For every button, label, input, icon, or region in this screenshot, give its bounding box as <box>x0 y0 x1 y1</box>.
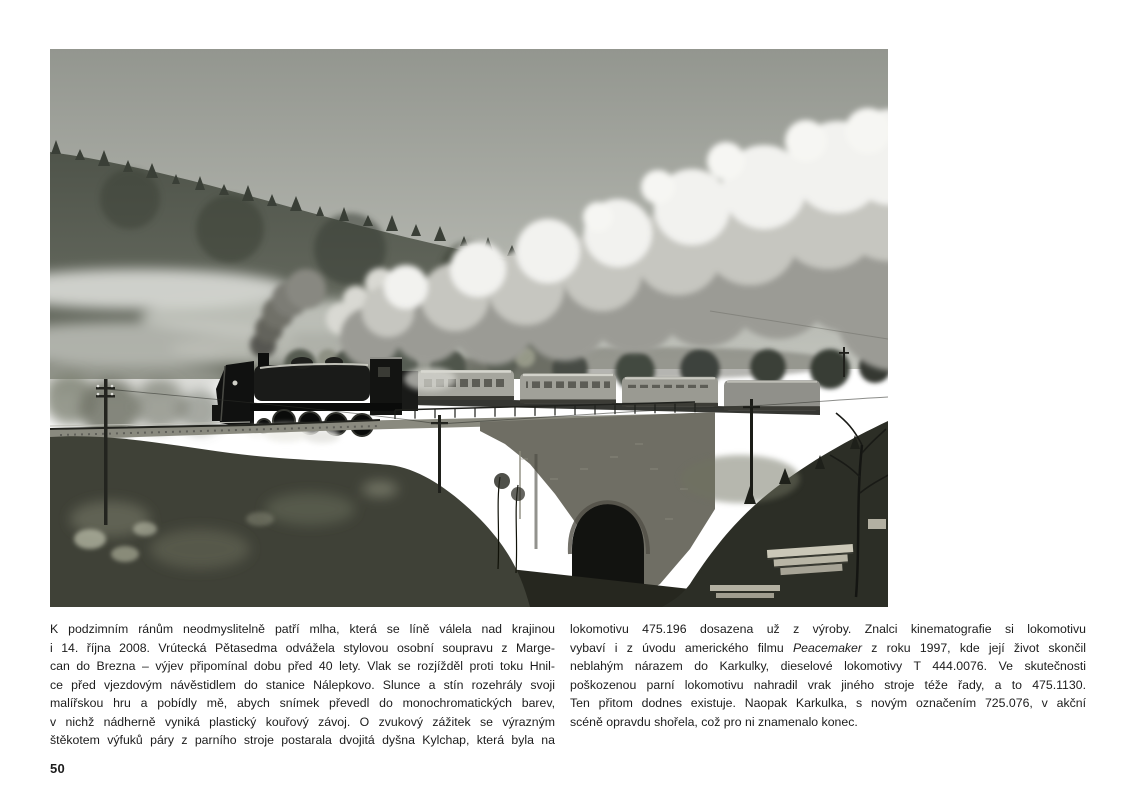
body-text-line: štěkotem výfuků páry z parního stroje postarala dvojitá dyšna Kylchap, která byla na <box>50 733 555 748</box>
body-text-line: can do Brezna – výjev připomínal dobu před 40 lety. Vlak se rozjížděl proti toku Hnil- <box>50 659 555 674</box>
body-text-line: scéně opravdu shořela, což pro ni znamenalo konec. <box>570 714 858 729</box>
body-text-line: malířskou hru a pobídly mě, abych snímek převedl do monochromatických barev, <box>50 696 555 711</box>
film-title-italic: Peacemaker <box>792 640 862 655</box>
body-text-line: i 14. října 2008. Vrútecká Pětasedma odvážela stylovou osobní soupravu z Marge- <box>50 640 555 655</box>
body-text-line: lokomotivu 475.196 dosazena už z výroby. Znalci kinematografie si lokomotivu <box>570 622 1086 636</box>
photo-foreground <box>50 436 530 607</box>
body-text-line <box>570 639 1086 658</box>
body-text-line: v nichž nádherně vyniká plastický kouřový závoj. O zvukový zážitek se výrazným <box>50 714 555 729</box>
body-text-line: Ten přitom dodnes existuje. Naopak Karkulka, s novým označením 725.076, v akční <box>570 696 1086 711</box>
body-text-segment: vybaví i z úvodu amerického filmu <box>570 640 793 655</box>
body-text-line: poškozenou parní lokomotivu nahradil vrak jiného stroje téže řady, a to 475.1130. <box>570 677 1086 692</box>
body-text-column-right <box>570 620 1086 731</box>
train-photograph <box>50 49 888 607</box>
page-number: 50 <box>50 761 66 776</box>
body-text-segment: z roku 1997, kde její život skončil <box>862 640 1086 655</box>
body-text-line: neblahým nárazem do Karkulky, dieselové lokomotivy T 444.0076. Ve skutečnosti <box>570 659 1086 674</box>
body-text-line: ce před vjezdovým návěstidlem do stanice Nálepkovo. Slunce a stín rozehrály svoji <box>50 677 555 692</box>
body-text-column-left <box>50 620 555 750</box>
body-text-line: K podzimním ránům neodmyslitelně patří mlha, která se líně válela nad krajinou <box>50 622 555 636</box>
